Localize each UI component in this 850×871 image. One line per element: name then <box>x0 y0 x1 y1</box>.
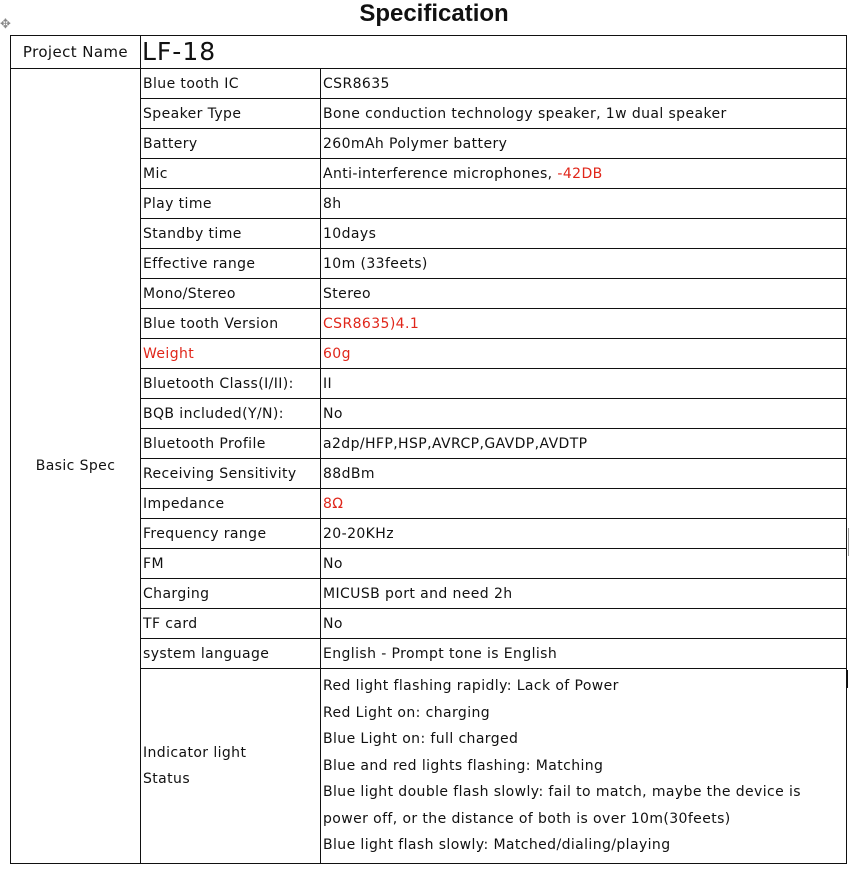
spec-label: Mono/Stereo <box>141 279 321 309</box>
spec-label: Impedance <box>141 489 321 519</box>
indicator-line: Blue light double flash slowly: fail to match, maybe the device is <box>323 784 801 801</box>
spec-label: Speaker Type <box>141 99 321 129</box>
spec-label: FM <box>141 549 321 579</box>
spec-value-text: 10days <box>323 225 377 242</box>
spec-value <box>321 339 847 369</box>
spec-value <box>321 489 847 519</box>
spec-value <box>321 189 847 219</box>
spec-label: Play time <box>141 189 321 219</box>
indicator-line: Red light flashing rapidly: Lack of Power <box>323 677 619 694</box>
indicator-label-line: Status <box>143 771 191 787</box>
spec-label: Frequency range <box>141 519 321 549</box>
indicator-label <box>141 669 321 864</box>
spec-value <box>321 579 847 609</box>
spec-value <box>321 159 847 189</box>
spec-value-text: a2dp/HFP,HSP,AVRCP,GAVDP,AVDTP <box>323 435 588 452</box>
spec-value <box>321 249 847 279</box>
spec-value <box>321 219 847 249</box>
project-name-label: Project Name <box>11 36 141 69</box>
spec-value-text: No <box>323 555 343 572</box>
spec-value <box>321 459 847 489</box>
spec-value <box>321 129 847 159</box>
group-label-basic-spec: Basic Spec <box>11 69 141 864</box>
spec-value-text: Anti-interference microphones, <box>323 165 558 182</box>
spec-value-text: CSR8635 <box>323 75 390 92</box>
spec-label: Charging <box>141 579 321 609</box>
spec-value <box>321 639 847 669</box>
spec-value <box>321 429 847 459</box>
spec-value <box>321 279 847 309</box>
table-row <box>11 69 847 99</box>
spec-value-text: MICUSB port and need 2h <box>323 585 513 602</box>
project-name-row <box>11 36 847 69</box>
spec-value-text: 10m (33feets) <box>323 255 428 272</box>
spec-value-text: II <box>323 375 333 392</box>
spec-value <box>321 399 847 429</box>
spec-value-text: Stereo <box>323 285 372 302</box>
indicator-line: Red Light on: charging <box>323 704 491 721</box>
spec-value-text: No <box>323 405 343 422</box>
spec-value <box>321 609 847 639</box>
spec-label: Effective range <box>141 249 321 279</box>
spec-value-text: CSR8635)4.1 <box>323 315 420 332</box>
spec-label: Bluetooth Class(I/II): <box>141 369 321 399</box>
spec-value <box>321 369 847 399</box>
column-resize-marker <box>848 528 849 556</box>
table-move-handle-icon[interactable]: ✥ <box>0 17 11 32</box>
spec-value-text: 8Ω <box>323 495 344 512</box>
spec-value <box>321 69 847 99</box>
spec-value-text: English - Prompt tone is English <box>323 645 558 662</box>
indicator-line: power off, or the distance of both is over 10m(30feets) <box>323 810 731 827</box>
spec-value-text: Bone conduction technology speaker, 1w dual speaker <box>323 105 727 122</box>
indicator-description <box>321 669 847 864</box>
spec-label: system language <box>141 639 321 669</box>
indicator-line: Blue light flash slowly: Matched/dialing/playing <box>323 837 671 854</box>
spec-value-text: 20-20KHz <box>323 525 394 542</box>
page-title: Specification <box>359 0 509 27</box>
spec-value <box>321 309 847 339</box>
spec-label: TF card <box>141 609 321 639</box>
spec-label: BQB included(Y/N): <box>141 399 321 429</box>
spec-label: Blue tooth IC <box>141 69 321 99</box>
indicator-line: Blue and red lights flashing: Matching <box>323 757 604 774</box>
spec-value-text: 260mAh Polymer battery <box>323 135 508 152</box>
spec-value-text: No <box>323 615 343 632</box>
spec-value-text: 8h <box>323 195 342 212</box>
spec-value-text: 88dBm <box>323 465 375 482</box>
spec-label: Receiving Sensitivity <box>141 459 321 489</box>
spec-label: Battery <box>141 129 321 159</box>
text-cursor <box>846 670 848 688</box>
project-name-value: LF-18 <box>141 36 847 69</box>
indicator-line: Blue Light on: full charged <box>323 731 519 748</box>
spec-label: Mic <box>141 159 321 189</box>
spec-value <box>321 99 847 129</box>
spec-value <box>321 519 847 549</box>
spec-label: Blue tooth Version <box>141 309 321 339</box>
spec-label: Bluetooth Profile <box>141 429 321 459</box>
spec-label: Standby time <box>141 219 321 249</box>
spec-value-highlight: -42DB <box>557 165 603 182</box>
spec-table <box>10 35 847 864</box>
spec-label: Weight <box>141 339 321 369</box>
spec-value-text: 60g <box>323 345 351 362</box>
spec-value <box>321 549 847 579</box>
indicator-label-line: Indicator light <box>143 745 247 761</box>
